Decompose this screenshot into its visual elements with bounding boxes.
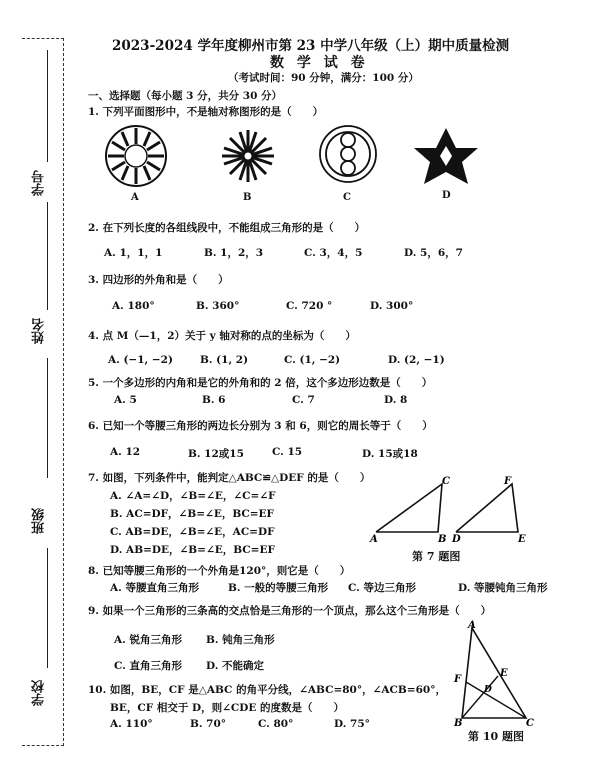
q1-label-b: B [243,192,252,203]
q10-vertex-a: A [468,620,476,631]
q10-figure-triangle [452,620,536,728]
q7-option-d: D. AB=DE，∠B=∠E，BC=EF [110,544,275,556]
q10-option-c: C. 80° [258,718,294,730]
sidebar-line [47,548,48,668]
q3-option-b: B. 360° [196,300,240,312]
figure-c-nested-circles [320,126,376,182]
q2-option-c: C. 3，4，5 [304,247,363,259]
q3-option-c: C. 720 ° [286,300,333,312]
q7-vertex-c: C [442,476,450,487]
q10-vertex-e: E [500,668,508,679]
q7-figure-caption: 第 7 题图 [412,550,461,563]
q4-option-b: B. (1, 2) [200,354,249,366]
q9-option-d: D. 不能确定 [206,660,265,672]
q7-vertex-b: B [438,534,447,545]
q8-option-c: C. 等边三角形 [348,582,416,594]
exam-info: （考试时间：90 分钟，满分：100 分） [228,72,419,84]
question-10-line-1: 10. 如图，BE，CF 是△ABC 的角平分线，∠ABC=80°，∠ACB=60°， [88,684,446,696]
q7-vertex-d: D [452,534,461,545]
sidebar-line [47,358,48,478]
figure-d-star [414,128,478,184]
q9-option-a: A. 锐角三角形 [114,634,182,646]
sidebar-border [22,38,64,746]
q7-vertex-e: E [518,534,526,545]
q10-vertex-f: F [454,674,462,685]
q6-option-b: B. 12或15 [188,448,244,460]
question-4: 4. 点 M（—1，2）关于 y 轴对称的点的坐标为（ ） [88,330,356,342]
question-2: 2. 在下列长度的各组线段中，不能组成三角形的是（ ） [88,222,366,234]
question-10-line-2: BE，CF 相交于 D，则∠CDE 的度数是（ ） [110,702,345,714]
question-7: 7. 如图，下列条件中，能判定△ABC≌△DEF 的是（ ） [88,472,371,484]
q5-option-a: A. 5 [114,394,137,406]
q6-option-c: C. 15 [272,446,303,458]
question-1: 1. 下列平面图形中，不是轴对称图形的是（ ） [88,106,324,118]
sidebar-line [47,50,48,162]
q4-option-c: C. (1, −2) [284,354,341,366]
q10-vertex-d: D [484,685,492,695]
q1-label-c: C [343,192,351,203]
q6-option-d: D. 15或18 [362,448,418,460]
q2-option-a: A. 1，1，1 [104,247,163,259]
q8-option-d: D. 等腰钝角三角形 [458,582,548,594]
q10-option-b: B. 70° [190,718,227,730]
q4-option-d: D. (2, −1) [388,354,445,366]
sidebar-label-student-id: 学号 [32,170,47,196]
q10-option-d: D. 75° [334,718,370,730]
question-5: 5. 一个多边形的内角和是它的外角和的 2 倍，这个多边形边数是（ ） [88,377,433,389]
section-heading: 一、选择题（每小题 3 分，共分 30 分） [88,90,283,102]
question-9: 9. 如果一个三角形的三条高的交点恰是三角形的一个顶点，那么这个三角形是（ ） [88,605,492,617]
q7-figure-triangles [368,474,538,546]
q3-option-d: D. 300° [370,300,414,312]
sidebar-line [47,202,48,310]
q6-option-a: A. 12 [110,446,141,458]
q7-option-a: A. ∠A=∠D，∠B=∠E，∠C=∠F [110,490,276,502]
q7-option-c: C. AB=DE，∠B=∠E，AC=DF [110,526,275,538]
q10-vertex-c: C [526,718,534,728]
q7-vertex-a: A [370,534,378,545]
q9-option-b: B. 钝角三角形 [206,634,275,646]
q9-option-c: C. 直角三角形 [114,660,182,672]
question-8: 8. 已知等腰三角形的一个外角是120°，则它是（ ） [88,565,351,577]
sidebar-label-name: 姓名 [32,318,47,344]
question-3: 3. 四边形的外角和是（ ） [88,274,229,286]
question-6: 6. 已知一个等腰三角形的两边长分别为 3 和 6，则它的周长等于（ ） [88,420,433,432]
q1-figures [100,124,560,190]
q5-option-b: B. 6 [202,394,226,406]
sidebar-label-class: 班级 [32,508,47,534]
figure-b-asterisk [222,130,274,182]
q5-option-c: C. 7 [292,394,315,406]
q8-option-b: B. 一般的等腰三角形 [228,582,329,594]
q1-label-d: D [442,190,451,201]
q5-option-d: D. 8 [384,394,408,406]
q7-vertex-f: F [504,476,512,487]
figure-a-radial-circle [106,126,166,186]
subject-title: 数 学 试 卷 [270,55,369,71]
q4-option-a: A. (−1, −2) [108,354,173,366]
q10-option-a: A. 110° [110,718,153,730]
q3-option-a: A. 180° [112,300,155,312]
q1-label-a: A [131,192,139,203]
exam-title: 2023-2024 学年度柳州市第 23 中学八年级（上）期中质量检测 [112,38,510,54]
q2-option-d: D. 5，6，7 [404,247,463,259]
q8-option-a: A. 等腰直角三角形 [110,582,199,594]
sidebar-label-school: 学校 [32,680,47,706]
q7-option-b: B. AC=DF，∠B=∠E，BC=EF [110,508,275,520]
q10-figure-caption: 第 10 题图 [468,730,524,743]
q2-option-b: B. 1，2，3 [204,247,264,259]
q10-vertex-b: B [454,718,463,728]
